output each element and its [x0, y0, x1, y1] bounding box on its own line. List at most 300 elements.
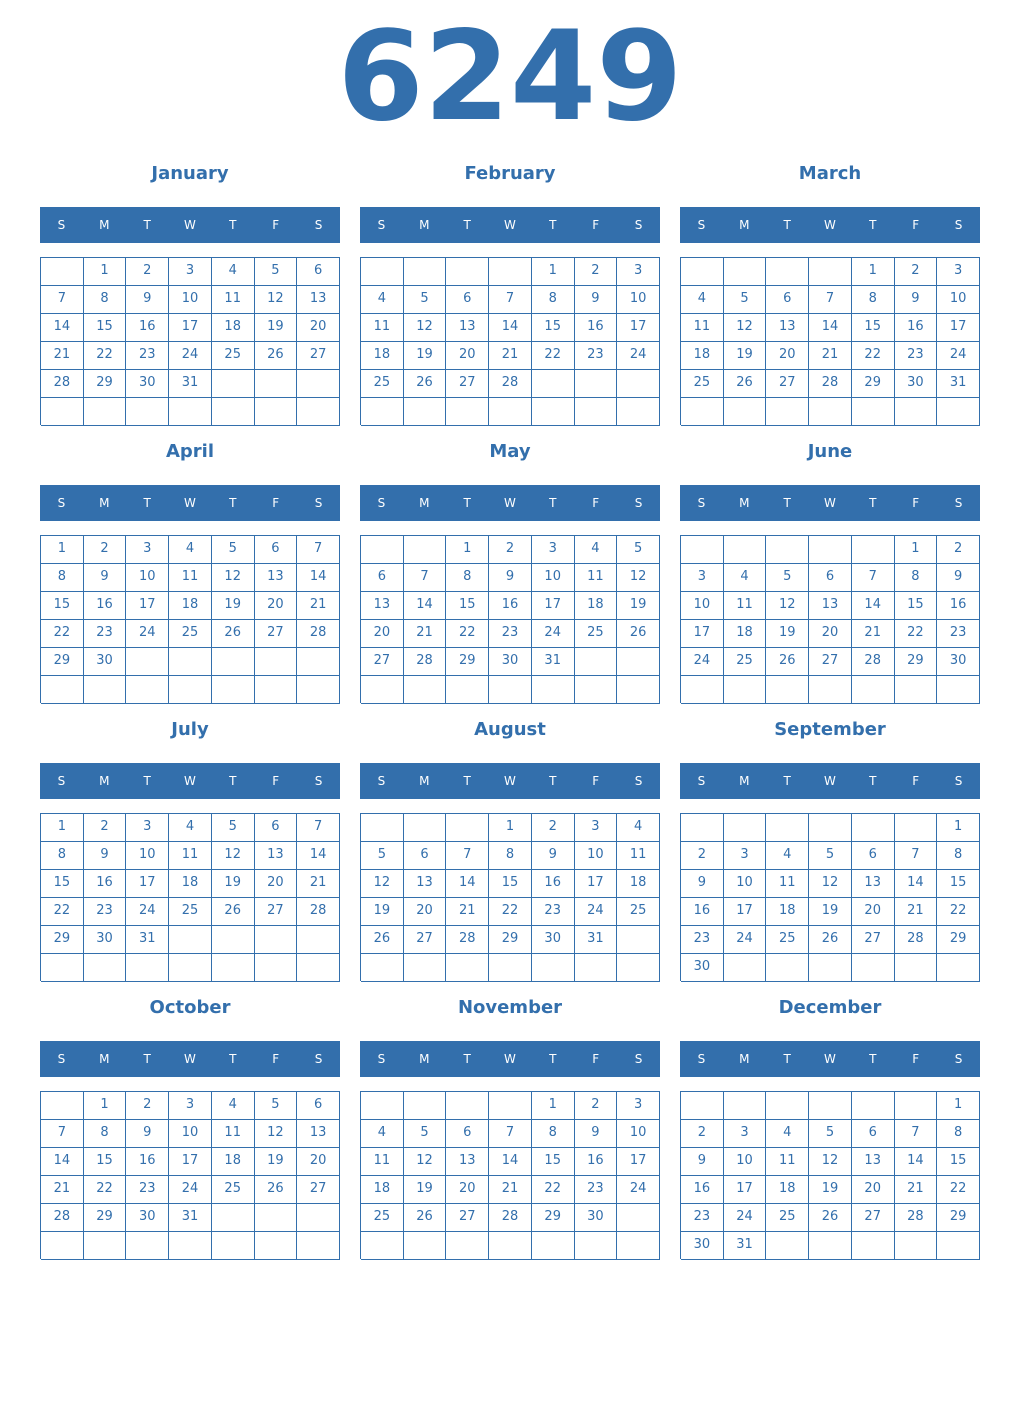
weekday-label: F	[272, 218, 280, 232]
day-cell: 14	[895, 1148, 938, 1176]
month-name: August	[474, 719, 546, 740]
day-cell: 18	[169, 592, 212, 620]
day-grid	[680, 1091, 980, 1259]
day-cell: 25	[169, 620, 212, 648]
day-cell: 25	[212, 342, 255, 370]
day-cell: 30	[681, 1232, 724, 1260]
empty-cell	[212, 1204, 255, 1232]
day-cell: 17	[169, 314, 212, 342]
day-cell: 31	[724, 1232, 767, 1260]
empty-cell	[852, 1232, 895, 1260]
empty-cell	[937, 398, 980, 426]
day-cell: 2	[126, 1092, 169, 1120]
day-cell: 21	[895, 1176, 938, 1204]
empty-cell	[84, 954, 127, 982]
day-cell: 23	[937, 620, 980, 648]
empty-cell	[681, 676, 724, 704]
day-cell: 28	[404, 648, 447, 676]
day-cell: 19	[724, 342, 767, 370]
day-cell: 25	[361, 370, 404, 398]
day-cell: 28	[41, 1204, 84, 1232]
day-cell: 13	[404, 870, 447, 898]
day-cell: 7	[809, 286, 852, 314]
weekday-label: T	[549, 496, 557, 510]
day-cell: 13	[297, 1120, 340, 1148]
weekday-label: W	[504, 496, 516, 510]
day-cell: 14	[41, 314, 84, 342]
day-cell: 20	[852, 898, 895, 926]
empty-cell	[681, 258, 724, 286]
day-cell: 15	[41, 870, 84, 898]
day-cell: 20	[297, 1148, 340, 1176]
day-cell: 23	[681, 926, 724, 954]
weekday-header	[680, 207, 980, 243]
day-cell: 23	[126, 342, 169, 370]
weekday-label: W	[184, 496, 196, 510]
day-cell: 12	[724, 314, 767, 342]
day-cell: 12	[809, 870, 852, 898]
day-cell: 8	[532, 1120, 575, 1148]
day-cell: 28	[297, 620, 340, 648]
empty-cell	[895, 814, 938, 842]
day-cell: 19	[404, 1176, 447, 1204]
day-cell: 27	[361, 648, 404, 676]
month-february	[360, 156, 660, 424]
day-cell: 27	[852, 1204, 895, 1232]
day-cell: 15	[532, 1148, 575, 1176]
day-cell: 13	[852, 870, 895, 898]
day-cell: 4	[617, 814, 660, 842]
weekday-label: T	[549, 218, 557, 232]
day-cell: 14	[446, 870, 489, 898]
day-cell: 26	[809, 926, 852, 954]
day-cell: 8	[84, 1120, 127, 1148]
weekday-header	[680, 763, 980, 799]
day-cell: 16	[681, 898, 724, 926]
day-cell: 13	[255, 564, 298, 592]
day-cell: 26	[212, 898, 255, 926]
weekday-header	[40, 763, 340, 799]
empty-cell	[41, 398, 84, 426]
empty-cell	[809, 536, 852, 564]
day-cell: 1	[84, 1092, 127, 1120]
empty-cell	[575, 370, 618, 398]
day-cell: 16	[126, 314, 169, 342]
weekday-label: S	[954, 1052, 963, 1066]
day-cell: 3	[681, 564, 724, 592]
day-cell: 21	[446, 898, 489, 926]
empty-cell	[809, 398, 852, 426]
day-cell: 13	[446, 1148, 489, 1176]
day-cell: 24	[724, 1204, 767, 1232]
empty-cell	[937, 954, 980, 982]
day-cell: 11	[617, 842, 660, 870]
day-cell: 10	[681, 592, 724, 620]
empty-cell	[575, 954, 618, 982]
day-grid	[680, 257, 980, 425]
empty-cell	[724, 676, 767, 704]
day-cell: 16	[84, 592, 127, 620]
weekday-label: T	[869, 496, 877, 510]
day-cell: 9	[681, 870, 724, 898]
day-cell: 3	[126, 536, 169, 564]
day-cell: 11	[361, 1148, 404, 1176]
weekday-label: M	[419, 218, 430, 232]
empty-cell	[361, 398, 404, 426]
empty-cell	[169, 926, 212, 954]
day-cell: 20	[255, 592, 298, 620]
empty-cell	[297, 1204, 340, 1232]
weekday-label: T	[143, 496, 151, 510]
weekday-label: T	[143, 218, 151, 232]
day-cell: 31	[937, 370, 980, 398]
weekday-label: T	[869, 218, 877, 232]
day-cell: 16	[681, 1176, 724, 1204]
empty-cell	[617, 370, 660, 398]
day-cell: 18	[169, 870, 212, 898]
empty-cell	[126, 676, 169, 704]
empty-cell	[681, 536, 724, 564]
empty-cell	[575, 676, 618, 704]
day-cell: 23	[126, 1176, 169, 1204]
day-cell: 20	[255, 870, 298, 898]
day-cell: 29	[489, 926, 532, 954]
empty-cell	[446, 398, 489, 426]
empty-cell	[361, 1092, 404, 1120]
day-cell: 21	[489, 1176, 532, 1204]
weekday-label: M	[739, 1052, 750, 1066]
day-cell: 15	[532, 314, 575, 342]
day-cell: 15	[937, 870, 980, 898]
day-cell: 27	[809, 648, 852, 676]
month-november	[360, 990, 660, 1258]
empty-cell	[809, 954, 852, 982]
day-cell: 17	[617, 1148, 660, 1176]
day-cell: 6	[361, 564, 404, 592]
month-may	[360, 434, 660, 702]
day-cell: 4	[681, 286, 724, 314]
day-cell: 22	[532, 342, 575, 370]
empty-cell	[852, 814, 895, 842]
weekday-label: F	[272, 496, 280, 510]
day-cell: 29	[937, 1204, 980, 1232]
day-cell: 8	[937, 842, 980, 870]
empty-cell	[361, 676, 404, 704]
day-cell: 22	[41, 898, 84, 926]
day-cell: 3	[532, 536, 575, 564]
day-cell: 5	[404, 1120, 447, 1148]
weekday-label: F	[912, 774, 920, 788]
day-cell: 5	[361, 842, 404, 870]
day-cell: 25	[212, 1176, 255, 1204]
weekday-label: W	[824, 218, 836, 232]
day-cell: 18	[617, 870, 660, 898]
month-name: April	[165, 441, 215, 462]
day-cell: 12	[766, 592, 809, 620]
day-cell: 28	[809, 370, 852, 398]
day-cell: 18	[212, 1148, 255, 1176]
day-cell: 29	[84, 370, 127, 398]
day-cell: 5	[255, 1092, 298, 1120]
day-cell: 10	[617, 286, 660, 314]
empty-cell	[446, 954, 489, 982]
day-cell: 21	[895, 898, 938, 926]
weekday-label: S	[377, 496, 386, 510]
weekday-label: S	[314, 1052, 323, 1066]
day-cell: 15	[852, 314, 895, 342]
day-cell: 17	[575, 870, 618, 898]
day-cell: 25	[575, 620, 618, 648]
month-january	[40, 156, 340, 424]
empty-cell	[255, 676, 298, 704]
empty-cell	[575, 648, 618, 676]
day-cell: 24	[617, 1176, 660, 1204]
day-cell: 2	[126, 258, 169, 286]
weekday-header	[680, 485, 980, 521]
day-cell: 11	[724, 592, 767, 620]
weekday-label: M	[419, 496, 430, 510]
day-cell: 10	[937, 286, 980, 314]
weekday-label: M	[739, 218, 750, 232]
day-cell: 3	[937, 258, 980, 286]
day-cell: 22	[937, 1176, 980, 1204]
empty-cell	[41, 676, 84, 704]
day-cell: 8	[446, 564, 489, 592]
day-cell: 9	[126, 1120, 169, 1148]
empty-cell	[489, 954, 532, 982]
day-cell: 29	[937, 926, 980, 954]
day-cell: 16	[575, 314, 618, 342]
day-cell: 17	[126, 592, 169, 620]
day-cell: 2	[489, 536, 532, 564]
weekday-label: F	[592, 496, 600, 510]
day-grid	[360, 813, 660, 981]
day-cell: 30	[575, 1204, 618, 1232]
day-cell: 24	[937, 342, 980, 370]
empty-cell	[169, 398, 212, 426]
day-cell: 13	[809, 592, 852, 620]
day-cell: 15	[937, 1148, 980, 1176]
month-name: July	[171, 719, 209, 740]
day-cell: 2	[532, 814, 575, 842]
empty-cell	[169, 676, 212, 704]
day-cell: 8	[84, 286, 127, 314]
empty-cell	[446, 676, 489, 704]
day-cell: 16	[895, 314, 938, 342]
empty-cell	[681, 814, 724, 842]
empty-cell	[489, 398, 532, 426]
day-cell: 26	[404, 1204, 447, 1232]
months-grid	[40, 156, 980, 1258]
empty-cell	[489, 1092, 532, 1120]
empty-cell	[255, 370, 298, 398]
day-cell: 22	[84, 342, 127, 370]
weekday-label: W	[184, 1052, 196, 1066]
day-cell: 31	[169, 1204, 212, 1232]
month-name: March	[798, 163, 862, 184]
empty-cell	[724, 814, 767, 842]
day-cell: 23	[681, 1204, 724, 1232]
day-cell: 2	[895, 258, 938, 286]
empty-cell	[532, 954, 575, 982]
day-cell: 10	[724, 1148, 767, 1176]
day-grid	[360, 1091, 660, 1259]
empty-cell	[724, 398, 767, 426]
day-cell: 9	[681, 1148, 724, 1176]
day-cell: 11	[766, 870, 809, 898]
day-cell: 3	[169, 258, 212, 286]
weekday-header	[680, 1041, 980, 1077]
day-cell: 23	[84, 620, 127, 648]
weekday-header	[40, 485, 340, 521]
day-cell: 17	[937, 314, 980, 342]
day-cell: 30	[937, 648, 980, 676]
day-cell: 22	[852, 342, 895, 370]
empty-cell	[41, 1232, 84, 1260]
day-cell: 5	[212, 536, 255, 564]
day-cell: 7	[297, 814, 340, 842]
empty-cell	[489, 676, 532, 704]
month-name: November	[457, 997, 563, 1018]
weekday-label: T	[549, 774, 557, 788]
month-name: February	[464, 163, 556, 184]
day-cell: 1	[937, 814, 980, 842]
empty-cell	[255, 926, 298, 954]
weekday-label: M	[739, 774, 750, 788]
empty-cell	[489, 1232, 532, 1260]
day-cell: 29	[446, 648, 489, 676]
month-name: January	[151, 163, 229, 184]
day-cell: 1	[41, 536, 84, 564]
day-cell: 24	[724, 926, 767, 954]
empty-cell	[404, 954, 447, 982]
day-cell: 21	[404, 620, 447, 648]
day-cell: 7	[446, 842, 489, 870]
empty-cell	[766, 536, 809, 564]
empty-cell	[297, 648, 340, 676]
day-cell: 31	[126, 926, 169, 954]
weekday-label: S	[314, 218, 323, 232]
day-cell: 15	[895, 592, 938, 620]
day-cell: 8	[41, 564, 84, 592]
weekday-label: S	[57, 218, 66, 232]
day-cell: 7	[297, 536, 340, 564]
empty-cell	[404, 1092, 447, 1120]
day-cell: 25	[766, 926, 809, 954]
empty-cell	[126, 398, 169, 426]
day-cell: 15	[489, 870, 532, 898]
day-cell: 5	[809, 1120, 852, 1148]
empty-cell	[766, 814, 809, 842]
empty-cell	[404, 676, 447, 704]
day-cell: 28	[41, 370, 84, 398]
weekday-label: T	[783, 1052, 791, 1066]
day-cell: 18	[212, 314, 255, 342]
empty-cell	[126, 954, 169, 982]
day-cell: 10	[532, 564, 575, 592]
empty-cell	[212, 1232, 255, 1260]
weekday-label: T	[783, 496, 791, 510]
weekday-label: W	[504, 1052, 516, 1066]
day-cell: 28	[489, 1204, 532, 1232]
day-cell: 12	[404, 314, 447, 342]
month-name: May	[489, 441, 531, 462]
month-april	[40, 434, 340, 702]
empty-cell	[852, 954, 895, 982]
day-cell: 7	[852, 564, 895, 592]
empty-cell	[724, 536, 767, 564]
weekday-label: S	[954, 496, 963, 510]
day-cell: 12	[212, 842, 255, 870]
day-cell: 19	[809, 1176, 852, 1204]
day-cell: 18	[766, 1176, 809, 1204]
day-cell: 20	[446, 342, 489, 370]
day-cell: 26	[255, 1176, 298, 1204]
month-name: June	[807, 441, 853, 462]
day-cell: 4	[724, 564, 767, 592]
empty-cell	[532, 398, 575, 426]
day-cell: 25	[766, 1204, 809, 1232]
day-cell: 21	[41, 1176, 84, 1204]
day-cell: 10	[126, 842, 169, 870]
day-grid	[680, 813, 980, 981]
weekday-label: S	[697, 1052, 706, 1066]
day-grid	[360, 257, 660, 425]
day-cell: 16	[126, 1148, 169, 1176]
day-cell: 17	[724, 898, 767, 926]
empty-cell	[766, 676, 809, 704]
day-cell: 17	[169, 1148, 212, 1176]
weekday-label: S	[314, 774, 323, 788]
weekday-label: S	[697, 218, 706, 232]
day-cell: 2	[84, 536, 127, 564]
month-august	[360, 712, 660, 980]
day-cell: 6	[255, 536, 298, 564]
day-cell: 14	[809, 314, 852, 342]
day-cell: 3	[126, 814, 169, 842]
empty-cell	[41, 258, 84, 286]
day-cell: 12	[809, 1148, 852, 1176]
day-cell: 10	[126, 564, 169, 592]
weekday-header	[40, 207, 340, 243]
day-cell: 23	[489, 620, 532, 648]
day-cell: 8	[895, 564, 938, 592]
day-cell: 23	[84, 898, 127, 926]
day-cell: 18	[361, 342, 404, 370]
day-cell: 2	[937, 536, 980, 564]
day-cell: 30	[532, 926, 575, 954]
day-cell: 9	[575, 286, 618, 314]
empty-cell	[404, 398, 447, 426]
weekday-label: M	[99, 1052, 110, 1066]
day-cell: 22	[532, 1176, 575, 1204]
empty-cell	[852, 398, 895, 426]
weekday-label: F	[272, 1052, 280, 1066]
day-cell: 6	[297, 258, 340, 286]
empty-cell	[361, 814, 404, 842]
empty-cell	[255, 1204, 298, 1232]
day-cell: 14	[852, 592, 895, 620]
day-cell: 2	[84, 814, 127, 842]
weekday-header	[360, 207, 660, 243]
day-cell: 20	[297, 314, 340, 342]
empty-cell	[617, 676, 660, 704]
weekday-label: W	[824, 774, 836, 788]
weekday-label: W	[184, 218, 196, 232]
empty-cell	[766, 1232, 809, 1260]
day-cell: 16	[937, 592, 980, 620]
empty-cell	[297, 954, 340, 982]
